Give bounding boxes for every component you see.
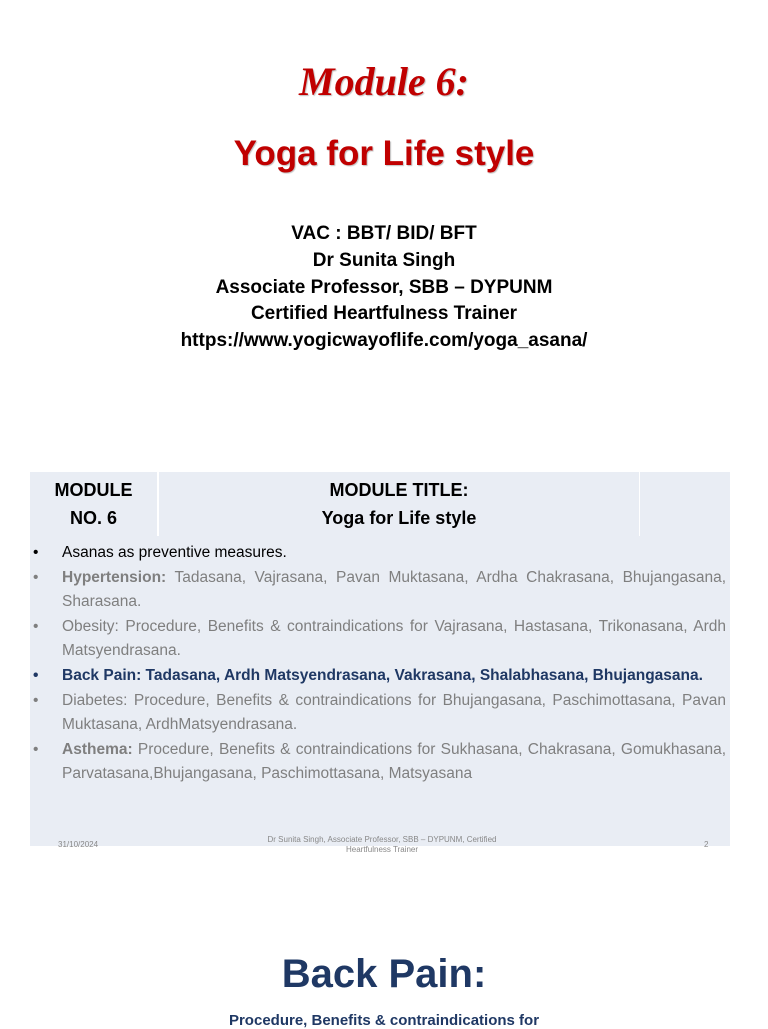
list-item (30, 541, 730, 566)
topic-text: Diabetes: Procedure, Benefits & contraindications for Bhujangasana, Paschimottasana, Pavan Muktasana, ArdhMatsyendrasana. (62, 691, 726, 734)
slide3-subtitle: Procedure, Benefits & contraindications for (228, 1012, 540, 1029)
module-title-value: Yoga for Life style (321, 508, 477, 528)
info-author: Dr Sunita Singh (312, 249, 456, 271)
bullet-marker: • (33, 617, 39, 635)
topic-text: Procedure, Benefits & contraindications for Sukhasana, Chakrasana, Gomukhasana, Parvatasana,Bhujangasana, Paschimottasana, Matsyasana (62, 740, 726, 783)
topic-label: Hypertension: (62, 568, 167, 586)
module-topics-list (30, 541, 730, 787)
bullet-marker: • (33, 740, 39, 758)
slide3-title: Back Pain: (281, 952, 487, 996)
topic-text: Tadasana, Vajrasana, Pavan Muktasana, Ardha Chakrasana, Bhujangasana, Sharasana. (62, 568, 726, 611)
module-table-header (30, 472, 730, 536)
bullet-marker: • (33, 691, 39, 709)
topic-text: Obesity: Procedure, Benefits & contraindications for Vajrasana, Hastasana, Trikonasana, Ardh Matsyendrasana. (62, 617, 726, 660)
list-item (30, 738, 730, 787)
footer-date: 31/10/2024 (58, 840, 99, 849)
module-table-slide (30, 472, 730, 854)
info-certification: Certified Heartfulness Trainer (250, 303, 518, 325)
topic-text: Back Pain: Tadasana, Ardh Matsyendrasana, Vakrasana, Shalabhasana, Bhujangasana. (62, 666, 703, 684)
footer-author: Dr Sunita Singh, Associate Professor, SBB – DYPUNM, Certified Heartfulness Trainer (267, 835, 497, 854)
module-number-cell (30, 472, 158, 536)
footer-page-number: 2 (704, 840, 709, 849)
info-course-codes: VAC : BBT/ BID/ BFT (291, 223, 477, 244)
topic-label: Asthema: (62, 740, 133, 758)
info-url[interactable]: https://www.yogicwayoflife.com/yoga_asana/ (180, 330, 588, 352)
list-item (30, 689, 730, 738)
module-empty-cell (640, 472, 730, 536)
slide1-title: Module 6: (299, 59, 469, 104)
module-title-cell (159, 472, 639, 536)
list-item (30, 615, 730, 664)
slide1-subtitle: Yoga for Life style (233, 134, 535, 173)
topic-text: Asanas as preventive measures. (62, 544, 287, 561)
bullet-marker: • (33, 666, 39, 684)
info-position: Associate Professor, SBB – DYPUNM (215, 276, 553, 298)
list-item (30, 566, 730, 615)
list-item (30, 664, 730, 689)
slide1-info (0, 221, 768, 355)
bullet-marker: • (33, 568, 39, 586)
bullet-marker: • (33, 544, 39, 561)
module-number-value: NO. 6 (69, 508, 117, 528)
module-number-label: MODULE (54, 480, 133, 500)
module-title-label: MODULE TITLE: (329, 480, 469, 500)
